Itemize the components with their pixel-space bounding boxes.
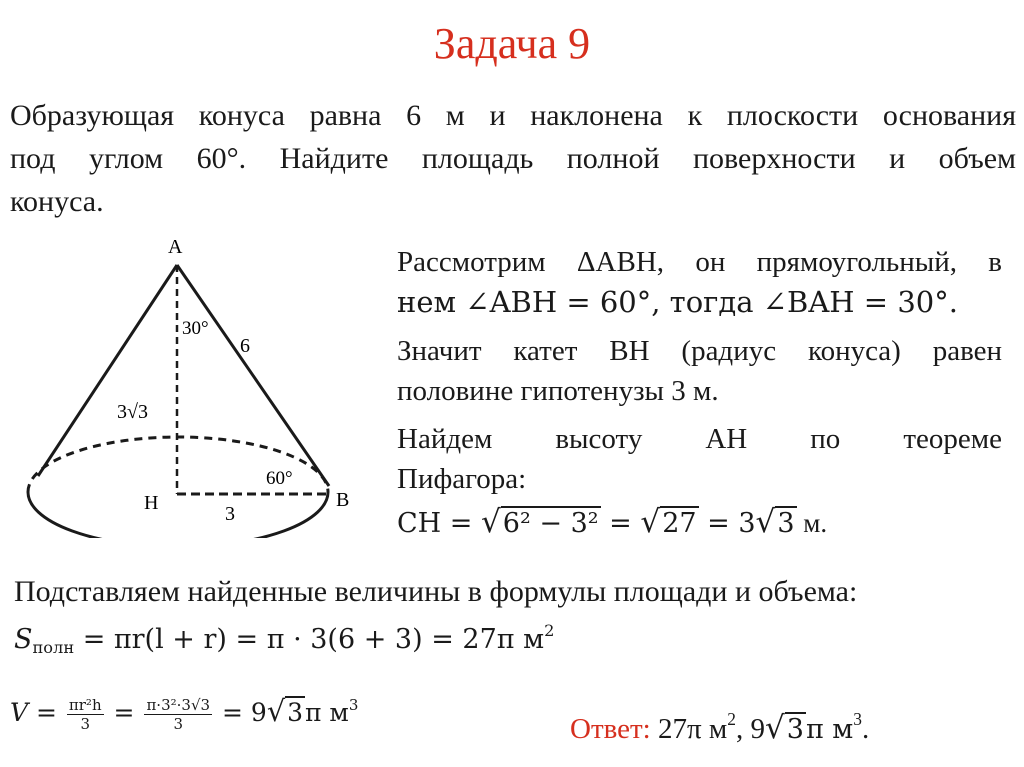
eq-end: = 3 (698, 508, 756, 539)
solution-paragraph-3 (397, 419, 1002, 499)
radius-label: 3 (225, 503, 235, 525)
area-exponent: 2 (544, 620, 555, 640)
volume-radicand: 3 (287, 698, 304, 727)
answer-sqrt: √3 (764, 710, 804, 746)
cone-diagram (20, 228, 370, 538)
volume-sqrt: √3 (266, 694, 304, 728)
slant-label: 6 (240, 335, 250, 357)
solution-p2-line-2: половине гипотенузы 3 м. (397, 375, 719, 407)
pythagoras-equation (397, 500, 827, 546)
volume-result: = 9 (214, 698, 267, 727)
volume-formula (10, 688, 358, 736)
problem-line-2: под углом 60°. Найдите площадь полной поверхности и объем (10, 142, 1016, 175)
answer-end: . (861, 713, 870, 745)
answer-exp-2: 3 (853, 708, 862, 729)
angle-top-label: 30° (182, 318, 209, 339)
area-expression: = πr(l + r) = π · 3(6 + 3) = 27π м (74, 624, 545, 655)
answer-radicand: 3 (786, 714, 804, 745)
area-formula (14, 618, 554, 662)
label-b: B (336, 489, 350, 511)
height-label: 3√3 (117, 401, 148, 423)
answer-exp-1: 2 (727, 708, 736, 729)
sqrt-3: √3 (755, 504, 795, 540)
fraction-2-numerator: π·3²·3√3 (146, 696, 211, 714)
slide-title: Задача 9 (433, 19, 591, 68)
answer-part-2: , 9 (735, 713, 765, 745)
eq-unit: м. (796, 508, 828, 538)
volume-fraction-1 (67, 696, 104, 733)
volume-unit: π м (305, 698, 349, 727)
volume-exponent: 3 (348, 695, 359, 714)
eq-mid: = (600, 508, 641, 539)
problem-statement (10, 94, 1016, 223)
solution-p1-line-1: Рассмотрим ΔABH, он прямоугольный, в (397, 246, 1002, 278)
area-subscript: полн (32, 637, 75, 657)
fraction-2-denominator: 3 (173, 715, 184, 733)
eq-radicand-1: 6² − 3² (502, 508, 599, 539)
solution-p3-line-1: Найдем высоту AH по теореме (397, 423, 1002, 455)
answer-line (570, 706, 869, 752)
solution-p3-line-2: Пифагора: (397, 463, 527, 495)
volume-fraction-2 (144, 696, 212, 733)
cone-side-right (177, 265, 329, 486)
sqrt-1: √6² − 3² (481, 504, 599, 540)
area-symbol: S (14, 624, 33, 655)
problem-line-1: Образующая конуса равна 6 м и наклонена к плоскости основания (10, 99, 1016, 132)
answer-part-1: 27π м (650, 713, 728, 745)
eq-lhs: CH = (397, 508, 481, 539)
base-front-arc (28, 492, 328, 538)
eq-radicand-3: 3 (777, 508, 795, 539)
label-h: H (144, 492, 159, 514)
solution-p2-line-1: Значит катет BH (радиус конуса) равен (397, 335, 1002, 367)
sqrt-2: √27 (640, 504, 697, 540)
solution-paragraph-2 (397, 331, 1002, 411)
volume-lhs: V = (10, 698, 65, 727)
volume-eq: = (105, 698, 143, 727)
answer-part-3: π м (805, 714, 854, 745)
fraction-1-denominator: 3 (80, 715, 91, 733)
solution-paragraph-1 (397, 242, 1002, 322)
label-a: A (168, 236, 183, 258)
answer-label: Ответ: (570, 713, 651, 745)
angle-bottom-label: 60° (266, 468, 293, 489)
problem-line-3: конуса. (10, 185, 104, 218)
solution-p1-line-2: нем ∠ABH = 60°, тогда ∠BAH = 30°. (397, 285, 958, 319)
eq-radicand-2: 27 (662, 508, 697, 539)
substitution-intro: Подставляем найденные величины в формулы площади и объема: (14, 575, 858, 608)
fraction-1-numerator: πr²h (68, 696, 102, 714)
